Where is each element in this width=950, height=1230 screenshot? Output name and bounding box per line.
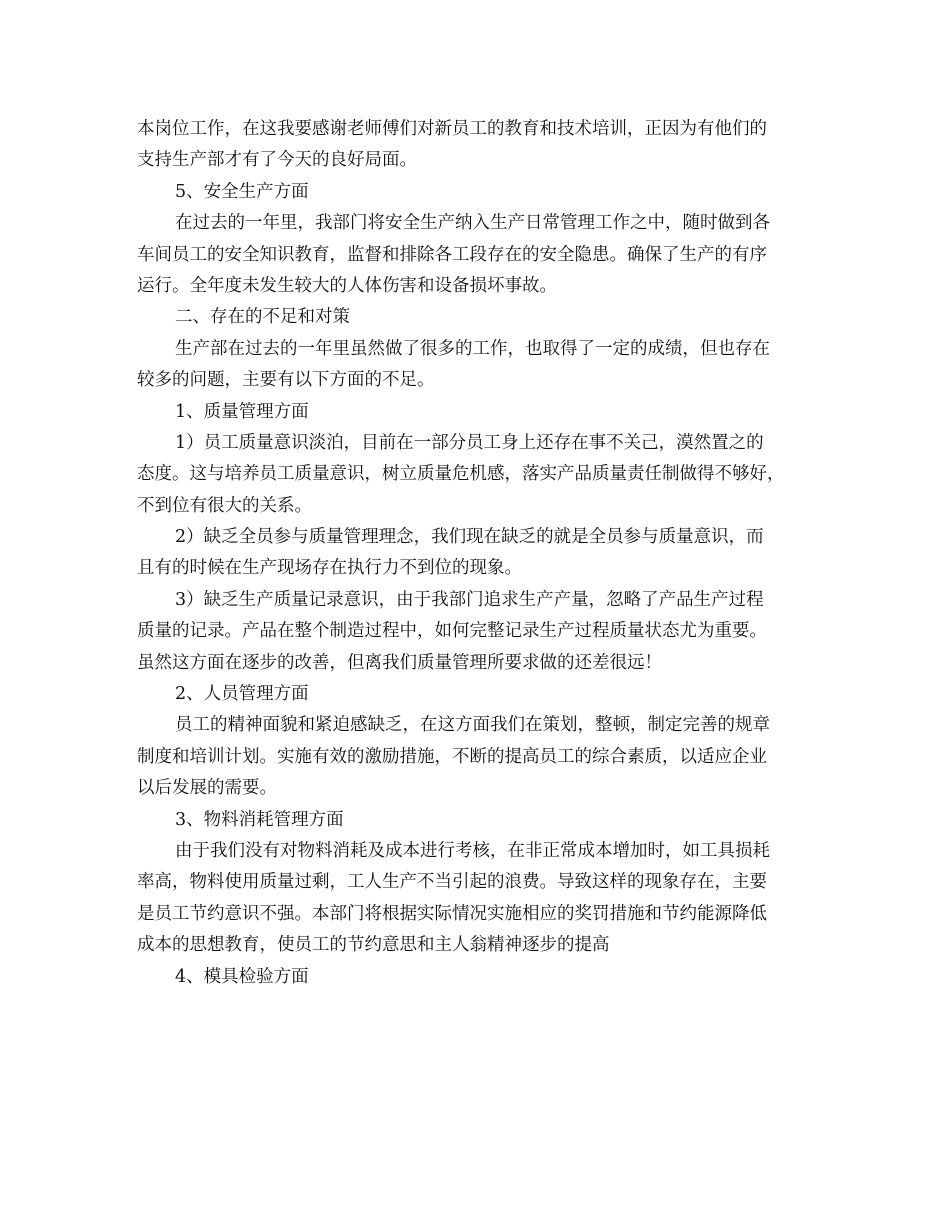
text-line: 成本的思想教育，使员工的节约意思和主人翁精神逐步的提高 — [137, 935, 610, 956]
text-line: 率高，物料使用质量过剩，工人生产不当引起的浪费。导致这样的现象存在，主要 — [137, 872, 767, 893]
text-line: 在过去的一年里，我部门将安全生产纳入生产日常管理工作之中，随时做到各 — [175, 213, 770, 234]
text-line: 由于我们没有对物料消耗及成本进行考核，在非正常成本增加时，如工具损耗 — [175, 840, 770, 861]
text-line: 二、存在的不足和对策 — [175, 307, 350, 328]
text-line: 车间员工的安全知识教育，监督和排除各工段存在的安全隐患。确保了生产的有序 — [137, 244, 767, 265]
text-line: 2、人员管理方面 — [175, 684, 309, 705]
text-line: 制度和培训计划。实施有效的激励措施，不断的提高员工的综合素质，以适应企业 — [137, 746, 767, 767]
text-line: 运行。全年度未发生较大的人体伤害和设备损坏事故。 — [137, 275, 557, 296]
text-line: 4、模具检验方面 — [175, 966, 309, 987]
text-line: 不到位有很大的关系。 — [137, 495, 312, 516]
text-line: 虽然这方面在逐步的改善，但离我们质量管理所要求做的还差很远！ — [137, 652, 662, 673]
text-line: 较多的问题，主要有以下方面的不足。 — [137, 370, 435, 391]
text-line: 且有的时候在生产现场存在执行力不到位的现象。 — [137, 558, 522, 579]
text-line: 态度。这与培养员工质量意识，树立质量危机感，落实产品质量责任制做得不够好， — [137, 464, 785, 485]
text-line: 支持生产部才有了今天的良好局面。 — [137, 150, 417, 171]
text-line: 2）缺乏全员参与质量管理理念，我们现在缺乏的就是全员参与质量意识，而 — [175, 527, 764, 548]
text-line: 1、质量管理方面 — [175, 401, 309, 422]
text-line: 以后发展的需要。 — [137, 778, 277, 799]
text-line: 3）缺乏生产质量记录意识，由于我部门追求生产产量，忽略了产品生产过程 — [175, 589, 764, 610]
text-line: 本岗位工作，在这我要感谢老师傅们对新员工的教育和技术培训，正因为有他们的 — [137, 119, 767, 139]
text-line: 5、安全生产方面 — [175, 181, 309, 202]
text-line: 质量的记录。产品在整个制造过程中，如何完整记录生产过程质量状态尤为重要。 — [137, 621, 767, 642]
text-line: 3、物料消耗管理方面 — [175, 809, 344, 830]
body-text — [137, 114, 817, 993]
text-line: 员工的精神面貌和紧迫感缺乏，在这方面我们在策划，整顿，制定完善的规章 — [175, 715, 770, 736]
text-line: 是员工节约意识不强。本部门将根据实际情况实施相应的奖罚措施和节约能源降低 — [137, 903, 767, 924]
text-line: 1）员工质量意识淡泊，目前在一部分员工身上还存在事不关己，漠然置之的 — [175, 432, 764, 453]
text-line: 生产部在过去的一年里虽然做了很多的工作，也取得了一定的成绩，但也存在 — [175, 338, 770, 359]
